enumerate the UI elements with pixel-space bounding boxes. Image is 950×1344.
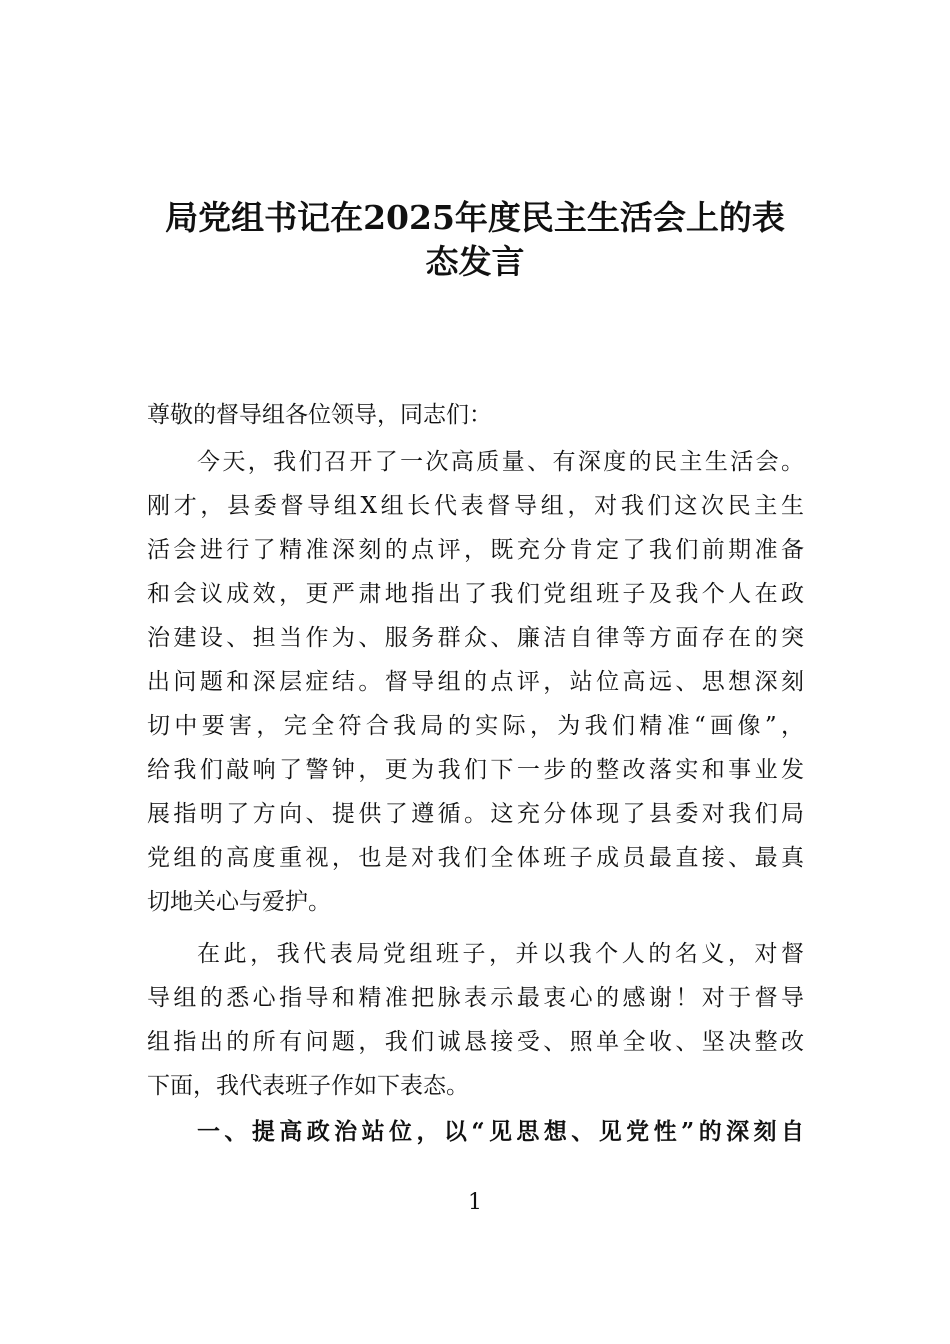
document-title-line-2: 态发言 <box>425 242 525 281</box>
paragraph-line: 治建设、担当作为、服务群众、廉洁自律等方面存在的突 <box>147 625 804 651</box>
paragraph-line: 在此，我代表局党组班子，并以我个人的名义，对督 <box>197 941 804 967</box>
paragraph-line: 今天，我们召开了一次高质量、有深度的民主生活会。 <box>197 449 804 475</box>
paragraph-line: 活会进行了精准深刻的点评，既充分肯定了我们前期准备 <box>147 537 804 563</box>
paragraph-line: 下面，我代表班子作如下表态。 <box>147 1073 469 1099</box>
section-heading: 一、提高政治站位，以“见思想、见党性”的深刻自 <box>197 1118 804 1145</box>
document-title-line-1: 局党组书记在2025年度民主生活会上的表 <box>165 198 785 237</box>
paragraph-line: 展指明了方向、提供了遵循。这充分体现了县委对我们局 <box>147 801 804 827</box>
paragraph-line: 切地关心与爱护。 <box>147 889 331 915</box>
paragraph-line: 给我们敲响了警钟，更为我们下一步的整改落实和事业发 <box>147 757 804 783</box>
paragraph-line: 组指出的所有问题，我们诚恳接受、照单全收、坚决整改 <box>147 1029 804 1055</box>
page-number: 1 <box>468 1190 482 1215</box>
paragraph-line: 导组的悉心指导和精准把脉表示最衷心的感谢！对于督导 <box>147 985 804 1011</box>
paragraph-line: 切中要害，完全符合我局的实际，为我们精准“画像”， <box>147 713 804 739</box>
paragraph-line: 党组的高度重视，也是对我们全体班子成员最直接、最真 <box>147 845 804 871</box>
paragraph-line: 和会议成效，更严肃地指出了我们党组班子及我个人在政 <box>147 581 804 607</box>
salutation: 尊敬的督导组各位领导，同志们： <box>147 402 492 428</box>
paragraph-line: 出问题和深层症结。督导组的点评，站位高远、思想深刻 <box>147 669 804 695</box>
paragraph-line: 刚才，县委督导组X组长代表督导组，对我们这次民主生 <box>147 493 804 519</box>
